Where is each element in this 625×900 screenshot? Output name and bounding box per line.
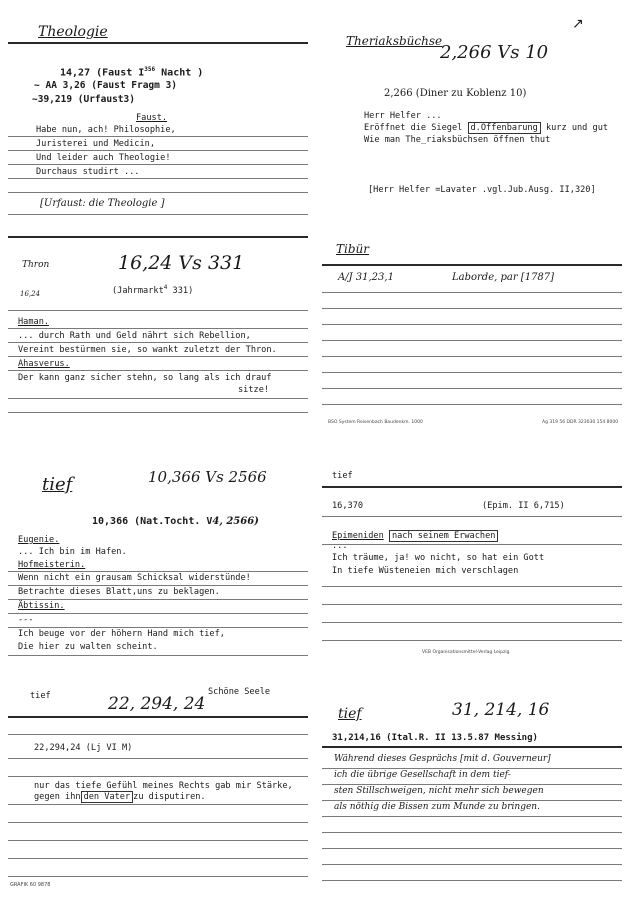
card-keyword: tief (42, 474, 73, 495)
handwritten-note: Laborde, par [1787] (452, 272, 555, 283)
index-card-tibuer (322, 232, 622, 432)
card-ref: 22,294,24 (Lj VI M) (34, 743, 133, 753)
card-keyword: tief (30, 691, 51, 701)
speaker-line: Epimeniden nach seinem Erwachen (332, 530, 498, 542)
card-ref: 10,366 (Nat.Tocht. V4, 2566) (92, 516, 259, 527)
card-ref: A/J 31,23,1 (338, 272, 394, 283)
card-keyword: tief (338, 706, 362, 722)
index-card-theologie (8, 14, 308, 224)
card-footer: Ag 319 56 DDR 323030 154 8000 (542, 420, 619, 425)
handwritten-note: [Urfaust: die Theologie ] (40, 198, 165, 209)
card-ref: 2,266 (Diner zu Koblenz 10) (384, 88, 527, 99)
quote-line: --- (18, 615, 34, 625)
card-footer: VEB Organisationsmittel-Verlag Leipzig (422, 650, 510, 655)
quote-line: ... durch Rath und Geld nährt sich Rebellion, (18, 331, 251, 341)
card-ref: (Jahrmarkt$^4$ 331) (112, 284, 194, 296)
card-ref: 16,370 (332, 501, 364, 511)
index-card-theriaksbuechse (322, 14, 622, 224)
card-keyword: tief (332, 471, 353, 481)
quote-line: Vereint bestürmen sie, so wankt zuletzt der Thron. (18, 345, 277, 355)
speaker-name: Äbtissin. (18, 601, 65, 611)
card-number: 10,366 Vs 2566 (148, 468, 267, 486)
card-footer: BSO System Reisenbach Baudenkm. 1000 (328, 420, 423, 425)
arrow-icon: ↗ (572, 16, 584, 32)
card-ref-3: ~39,219 (Urfaust3) (32, 94, 135, 105)
quote-line: gegen ihn den Vater zu disputiren. (34, 792, 206, 802)
card-ref: 14,27 (Faust $I^{356}$ Nacht ) (60, 66, 204, 79)
quote-line: Habe nun, ach! Philosophie, (36, 125, 176, 135)
card-number: 31, 214, 16 (452, 700, 550, 720)
card-number: 22, 294, 24 (108, 694, 206, 714)
quote-line: Der kann ganz sicher stehn, so lang als ich drauf (18, 373, 272, 383)
handwritten-line: ich die übrige Gesellschaft in dem tief- (334, 770, 511, 780)
card-top-rule (8, 42, 308, 44)
card-ref-right: (Epim. II 6,715) (482, 501, 565, 511)
card-ref-2: ~ AA 3,26 (Faust Fragm 3) (34, 80, 178, 91)
index-card-tief-4 (322, 680, 622, 894)
quote-line: Und leider auch Theologie! (36, 153, 171, 163)
quote-line: nur das tiefe Gefühl meines Rechts gab mir Stärke, (34, 781, 293, 791)
handwritten-line: sten Stillschweigen, nicht mehr sich bewegen (334, 786, 544, 796)
card-number: 16,24 Vs 331 (118, 252, 245, 274)
card-footer: GRAFIK 60 9878 (10, 882, 51, 888)
quote-line: Die hier zu walten scheint. (18, 642, 158, 652)
card-keyword: Thron (22, 260, 50, 270)
handwritten-note: [Herr Helfer =Lavater .vgl.Jub.Ausg. II,320] (368, 185, 596, 195)
card-small-ref: 16,24 (20, 290, 41, 298)
quote-line: Durchaus studirt ... (36, 167, 140, 177)
quote-line: Betrachte dieses Blatt,uns zu beklagen. (18, 587, 220, 597)
card-number: 2,266 Vs 10 (440, 42, 549, 63)
quote-line: Herr Helfer ... (364, 111, 442, 121)
quote-line: Wenn nicht ein grausam Schicksal widerstünde! (18, 573, 251, 583)
index-card-tief-3 (8, 680, 308, 894)
quote-line: sitze! (238, 385, 270, 395)
handwritten-line: Während dieses Gesprächs [mit d. Gouverneur] (334, 754, 551, 764)
index-card-tief-2 (322, 458, 622, 668)
quote-line: Eröffnet die Siegel d.Offenbarung kurz und gut (364, 123, 609, 133)
index-card-tief-1 (8, 458, 308, 668)
speaker-name: Ahasverus. (18, 359, 70, 369)
quote-line: Wie man The_riaksbüchsen öffnen thut (364, 135, 551, 145)
quote-line: ... Ich bin im Hafen. (18, 547, 127, 557)
speaker-name: Haman. (18, 317, 50, 327)
quote-line: Ich beuge vor der höhern Hand mich tief, (18, 629, 225, 639)
speaker-name: Hofmeisterin. (18, 560, 86, 570)
card-keyword: Theologie (38, 24, 108, 40)
speaker-name: Eugenie. (18, 535, 60, 545)
quote-line: In tiefe Wüsteneien mich verschlagen (332, 566, 519, 576)
handwritten-line: als nöthig die Bissen zum Munde zu bringen. (334, 802, 540, 812)
index-card-thron (8, 232, 308, 420)
card-keyword: Theriaksbüchse (346, 34, 443, 48)
card-header-right: Schöne Seele (208, 687, 271, 697)
card-keyword: Tibür (336, 242, 369, 256)
quote-line: ... (332, 541, 348, 551)
card-ref: 31,214,16 (Ital.R. II 13.5.87 Messing) (332, 733, 538, 743)
quote-line: Ich träume, ja! wo nicht, so hat ein Gott (332, 553, 545, 563)
quote-line: Juristerei und Medicin, (36, 139, 155, 149)
speaker-name: Faust. (136, 113, 168, 123)
